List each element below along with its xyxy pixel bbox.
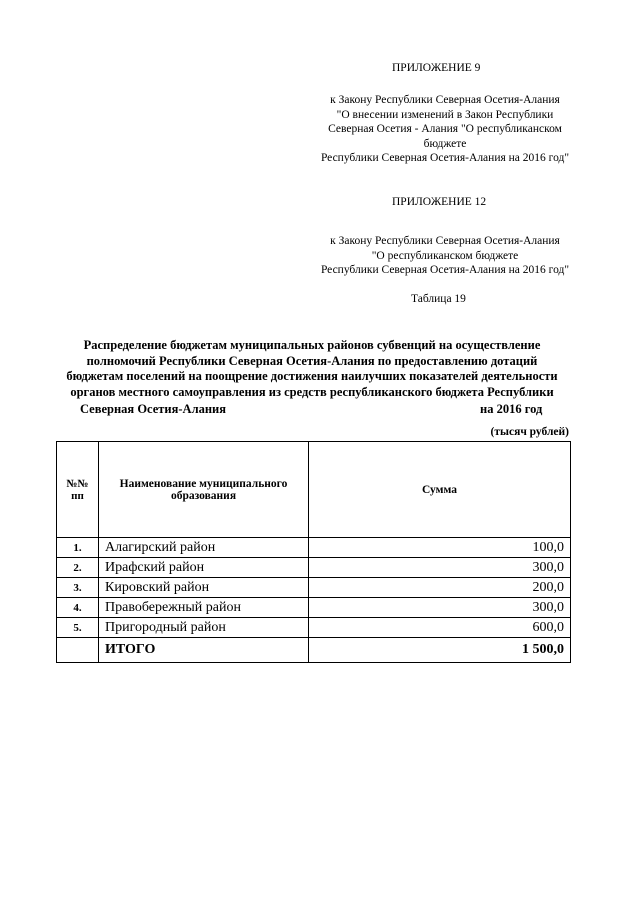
row-number: 5. (57, 618, 99, 638)
row-sum: 300,0 (309, 558, 571, 578)
total-number-cell (57, 638, 99, 663)
units-label: (тысяч рублей) (490, 426, 569, 438)
row-name: Ирафский район (99, 558, 309, 578)
row-sum: 600,0 (309, 618, 571, 638)
budget-table (56, 441, 571, 663)
row-number: 3. (57, 578, 99, 598)
heading-line: органов местного самоуправления из средств республиканского бюджета Республики (70, 384, 554, 399)
appendix-9-title: ПРИЛОЖЕНИЕ 9 (392, 62, 481, 74)
table-row (57, 578, 571, 598)
row-sum: 200,0 (309, 578, 571, 598)
appendix-12-reference (300, 234, 590, 278)
row-name: Алагирский район (99, 538, 309, 558)
header-sum: Сумма (309, 442, 571, 538)
header-number: №№ пп (57, 442, 99, 538)
row-name: Правобережный район (99, 598, 309, 618)
heading-line: полномочий Республики Северная Осетия-Алания по предоставлению дотаций (86, 353, 538, 368)
table-total-row (57, 638, 571, 663)
header-name: Наименование муниципального образования (99, 442, 309, 538)
row-name: Пригородный район (99, 618, 309, 638)
appendix-12-line: "О республиканском бюджете (371, 249, 519, 262)
row-sum: 300,0 (309, 598, 571, 618)
row-number: 1. (57, 538, 99, 558)
heading-last-line (80, 402, 568, 418)
appendix-12-line: Республики Северная Осетия-Алания на 2016 год" (320, 264, 570, 276)
heading-year: на 2016 год (480, 402, 543, 416)
appendix-9-line: к Закону Республики Северная Осетия-Алания (330, 94, 560, 106)
table-row (57, 598, 571, 618)
appendix-12-line: к Закону Республики Северная Осетия-Алания (330, 235, 560, 247)
appendix-12-title: ПРИЛОЖЕНИЕ 12 (392, 196, 487, 208)
heading-line: Распределение бюджетам муниципальных районов субвенций на осуществление (83, 338, 541, 352)
table-row (57, 618, 571, 638)
row-name: Кировский район (99, 578, 309, 598)
row-number: 2. (57, 558, 99, 578)
row-number: 4. (57, 598, 99, 618)
appendix-9-line: "О внесении изменений в Закон Республики (336, 108, 554, 121)
table-label: Таблица 19 (411, 293, 466, 305)
appendix-9-line: Северная Осетия - Алания "О республиканском (328, 123, 562, 135)
table-row (57, 558, 571, 578)
document-heading (56, 338, 568, 400)
heading-line: бюджетам поселений на поощрение достижения наилучших показателей деятельности (66, 369, 558, 383)
table-row (57, 538, 571, 558)
appendix-9-line: бюджете (423, 137, 467, 150)
row-sum: 100,0 (309, 538, 571, 558)
total-sum: 1 500,0 (309, 638, 571, 663)
appendix-9-line: Республики Северная Осетия-Алания на 2016 год" (320, 152, 570, 164)
appendix-9-reference (300, 93, 590, 166)
total-label: ИТОГО (99, 638, 309, 663)
heading-region: Северная Осетия-Алания (80, 402, 227, 416)
table-header-row (57, 442, 571, 538)
